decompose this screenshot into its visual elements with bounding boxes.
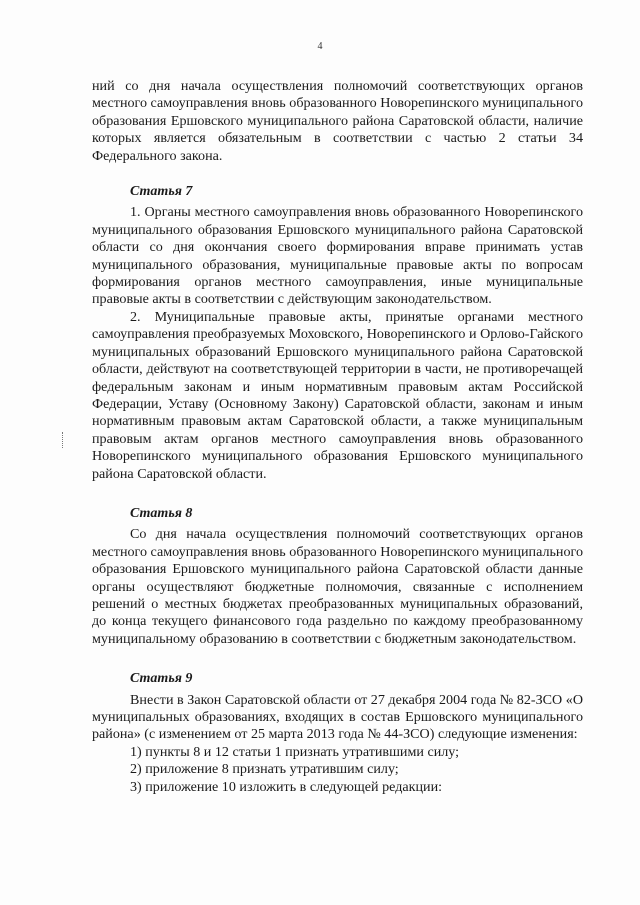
list-item: 2) приложение 8 признать утратившим силу; <box>130 761 399 778</box>
page-number: 4 <box>317 41 323 52</box>
article-7-paragraph-2: 2. Муниципальные правовые акты, принятые органами местного самоуправления преобразуемых Моховского, Новорепинского и Орлово-Гайского муниципальных образований Ершовского муниципального района Саратовской области, действуют на соответствующей территории в части, не противоречащей федеральным законам и иным нормативным правовым актам Российской Федерации, Уставу (Основному Закону) Саратовской области, законам и иным нормативным правовым актам Саратовской области, а также муниципальным правовым актам органов местного самоуправления вновь образованного Новорепинского муниципального образования Ершовского муниципального района Саратовской области. <box>92 308 583 482</box>
margin-mark <box>62 432 65 448</box>
article-9-paragraph: Внести в Закон Саратовской области от 27 декабря 2004 года № 82-ЗСО «О муниципальных образованиях, входящих в состав Ершовского муниципального района» (с изменением от 25 марта 2013 года № 44-ЗСО) следующие изменения: <box>92 691 583 743</box>
list-item: 1) пункты 8 и 12 статьи 1 признать утратившими силу; <box>130 743 460 760</box>
article-8-paragraph: Со дня начала осуществления полномочий соответствующих органов местного самоуправления вновь образованного Новорепинского муниципального образования Ершовского муниципального района Саратовской области данные органы осуществляют бюджетные полномочия, связанные с исполнением решений о местных бюджетах преобразованных муниципальных образований, до конца текущего финансового года раздельно по каждому преобразованному муниципальному образованию в соответствии с бюджетным законодательством. <box>92 526 583 647</box>
article-7-heading: Статья 7 <box>130 184 193 200</box>
document-body <box>92 78 583 796</box>
paragraph-continuation: ний со дня начала осуществления полномочий соответствующих органов местного самоуправления вновь образованного Новорепинского муниципального образования Ершовского муниципального района Саратовской области, наличие которых является обязательным в соответствии с частью 2 статьи 34 Федерального закона. <box>92 78 583 164</box>
article-7-paragraph-1: 1. Органы местного самоуправления вновь образованного Новорепинского муниципального образования Ершовского муниципального района Саратовской области со дня окончания своего формирования вправе принимать устав муниципального образования, муниципальные правовые акты по вопросам формирования органов местного самоуправления, иные муниципальные правовые акты в соответствии с действующим законодательством. <box>92 204 583 308</box>
article-8-heading: Статья 8 <box>130 505 193 521</box>
list-item: 3) приложение 10 изложить в следующей редакции: <box>130 778 443 795</box>
article-9-heading: Статья 9 <box>130 671 193 687</box>
